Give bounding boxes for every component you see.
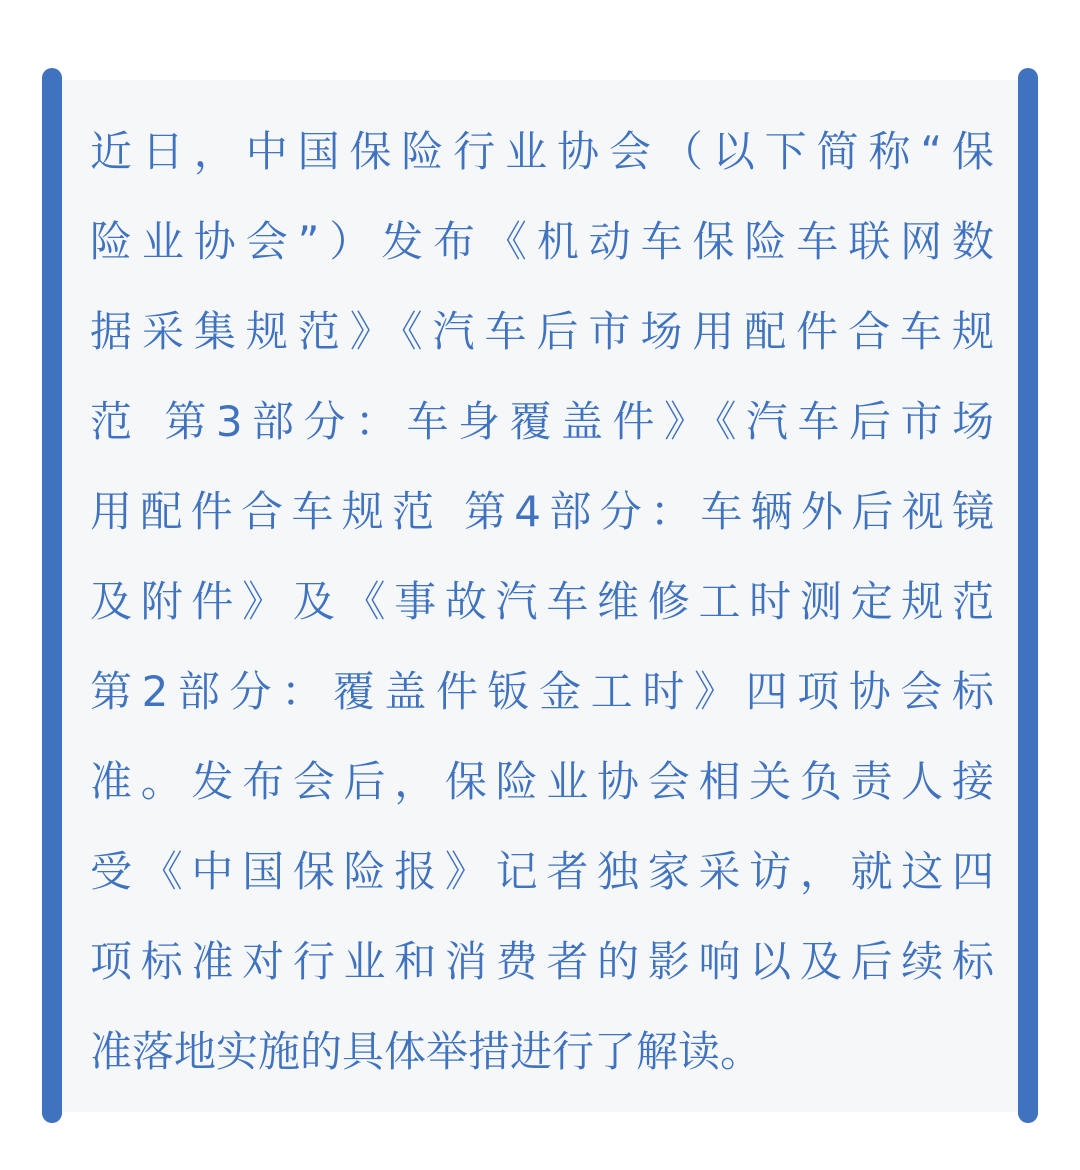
right-accent-bar <box>1018 68 1038 1123</box>
paragraph-line: 范 第3部分：车身覆盖件》《汽车后市场 <box>90 397 994 446</box>
paragraph-line: 近日，中国保险行业协会（以下简称“保 <box>90 127 994 176</box>
paragraph-line: 项标准对行业和消费者的影响以及后续标 <box>90 937 994 986</box>
paragraph-line: 用配件合车规范 第4部分：车辆外后视镜 <box>90 487 994 536</box>
left-accent-bar <box>42 68 62 1123</box>
paragraph-line: 及附件》及《事故汽车维修工时测定规范 <box>90 577 994 626</box>
article-paragraph <box>90 118 994 1108</box>
paragraph-line: 据采集规范》《汽车后市场用配件合车规 <box>90 307 994 356</box>
paragraph-line: 第2部分：覆盖件钣金工时》四项协会标 <box>90 667 994 716</box>
paragraph-line: 准落地实施的具体举措进行了解读。 <box>90 1027 763 1076</box>
paragraph-line: 准。发布会后，保险业协会相关负责人接 <box>90 757 994 806</box>
paragraph-line: 险业协会”）发布《机动车保险车联网数 <box>90 217 994 266</box>
paragraph-line: 受《中国保险报》记者独家采访，就这四 <box>90 847 994 896</box>
